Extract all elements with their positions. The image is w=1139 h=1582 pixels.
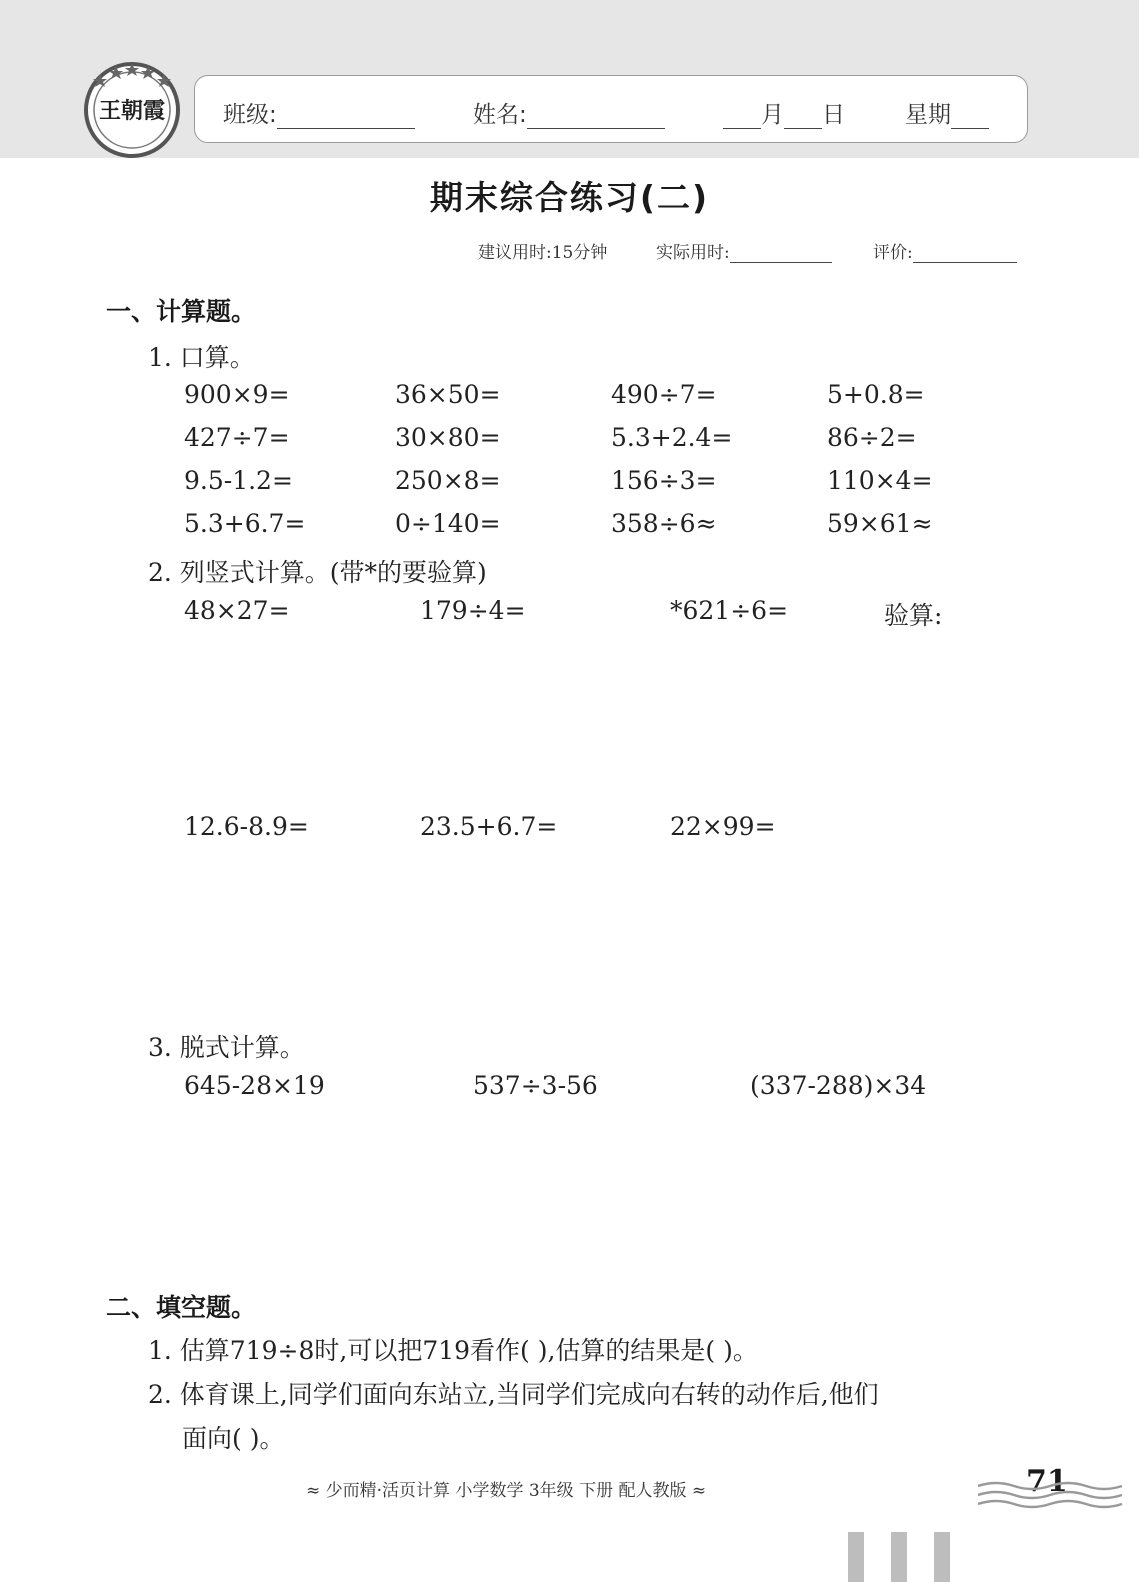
date-field: 月 日 [723, 96, 845, 129]
weekday-field: 星期 [905, 96, 989, 129]
stepwise-calc-item: 537÷3-56 [473, 1071, 598, 1100]
q3-label: 3. 脱式计算。 [148, 1033, 305, 1062]
suggested-time: 建议用时:15分钟 [478, 243, 608, 263]
oral-item: 9.5-1.2= [184, 466, 293, 495]
q2-label: 2. 列竖式计算。(带*的要验算) [148, 558, 487, 587]
oral-item: 0÷140= [395, 509, 501, 538]
oral-item: 5+0.8= [827, 380, 925, 409]
actual-time-blank[interactable] [730, 244, 832, 263]
logo-seal [82, 60, 182, 160]
footer-text: ≈ 少而精·活页计算 小学数学 3年级 下册 配人教版 ≈ [306, 1481, 707, 1501]
edge-bar [891, 1532, 907, 1582]
oral-item: 5.3+2.4= [611, 423, 733, 452]
day-blank[interactable] [784, 104, 822, 129]
oral-item: 250×8= [395, 466, 501, 495]
vertical-calc-item: 23.5+6.7= [420, 812, 558, 841]
vertical-calc-item: 48×27= [184, 596, 290, 625]
student-info-box [194, 75, 1028, 143]
oral-item: 36×50= [395, 380, 501, 409]
class-blank[interactable] [277, 104, 415, 129]
wave-decoration-icon [978, 1478, 1128, 1518]
q1-label: 1. 口算。 [148, 343, 255, 372]
svg-text:王朝霞: 王朝霞 [98, 98, 166, 124]
vertical-calc-item: *621÷6= [670, 596, 789, 625]
edge-bar [848, 1532, 864, 1582]
oral-item: 490÷7= [611, 380, 717, 409]
page-number: 71 [1026, 1464, 1068, 1499]
oral-item: 110×4= [827, 466, 933, 495]
month-blank[interactable] [723, 104, 761, 129]
vertical-calc-item: 12.6-8.9= [184, 812, 309, 841]
name-blank[interactable] [527, 104, 665, 129]
wave-icon: ≈ [686, 1481, 707, 1501]
section2-heading: 二、填空题。 [106, 1293, 257, 1322]
oral-item: 86÷2= [827, 423, 917, 452]
oral-item: 358÷6≈ [611, 509, 717, 538]
check-label: 验算: [884, 601, 943, 630]
stepwise-calc-item: 645-28×19 [184, 1071, 325, 1100]
stepwise-calc-item: (337-288)×34 [750, 1071, 927, 1100]
edge-bar [934, 1532, 950, 1582]
fill-question-2-line1: 2. 体育课上,同学们面向东站立,当同学们完成向右转的动作后,他们 [148, 1380, 879, 1409]
vertical-calc-item: 22×99= [670, 812, 776, 841]
weekday-blank[interactable] [951, 104, 989, 129]
oral-item: 427÷7= [184, 423, 290, 452]
class-field: 班级: [223, 96, 415, 129]
oral-item: 5.3+6.7= [184, 509, 306, 538]
page-title: 期末综合练习(二) [429, 178, 710, 217]
name-field: 姓名: [473, 96, 665, 129]
fill-question-2-line2: 面向( )。 [182, 1424, 285, 1453]
evaluation-blank[interactable] [913, 244, 1017, 263]
evaluation-field: 评价: [873, 238, 1017, 263]
oral-item: 156÷3= [611, 466, 717, 495]
wave-icon: ≈ [306, 1481, 326, 1501]
oral-item: 30×80= [395, 423, 501, 452]
actual-time-field: 实际用时: [656, 238, 832, 263]
oral-item: 900×9= [184, 380, 290, 409]
oral-item: 59×61≈ [827, 509, 933, 538]
fill-question-1: 1. 估算719÷8时,可以把719看作( ),估算的结果是( )。 [148, 1336, 758, 1365]
section1-heading: 一、计算题。 [106, 297, 257, 326]
vertical-calc-item: 179÷4= [420, 596, 526, 625]
